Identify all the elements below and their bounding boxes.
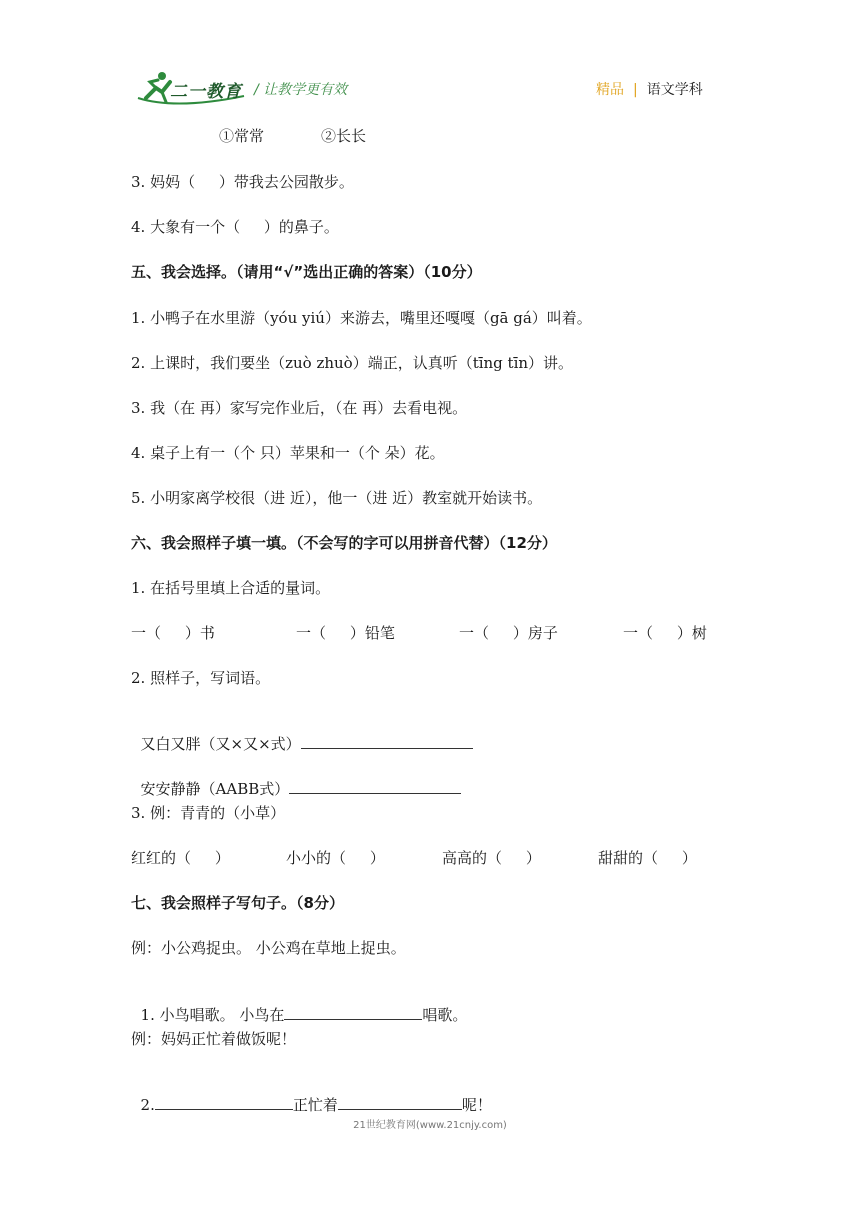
section-5-title: 五、我会选择。（请用“√”选出正确的答案）（10分）	[131, 263, 482, 281]
q7-2-middle: 正忙着	[292, 1096, 338, 1114]
question-4-4: 4. 大象有一个（ ）的鼻子。	[131, 218, 339, 236]
pattern-label: 安安静静（AABB式）	[140, 780, 290, 798]
section-7-title: 七、我会照样子写句子。（8分）	[131, 894, 344, 912]
question-7-2	[131, 1074, 492, 1115]
section-6-title: 六、我会照样子填一填。（不会写的字可以用拼音代替）（12分）	[131, 534, 557, 552]
adjective-item: 小小的（ ）	[286, 849, 385, 867]
options-row	[131, 126, 731, 146]
question-5-5: 5. 小明家离学校很（进 近），他一（进 近）教室就开始读书。	[131, 489, 543, 507]
question-6-1: 1. 在括号里填上合适的量词。	[131, 579, 331, 597]
answer-blank[interactable]	[284, 1004, 422, 1020]
adjective-item: 红红的（ ）	[131, 849, 230, 867]
question-6-2: 2. 照样子，写词语。	[131, 669, 271, 687]
slogan: / 让教学更有效	[254, 82, 348, 98]
answer-blank[interactable]	[289, 778, 461, 794]
measure-word-item: 一（ ）房子	[459, 624, 558, 642]
jingpin-label: 精品	[596, 82, 624, 98]
adjective-row	[131, 848, 731, 868]
question-5-2: 2. 上课时，我们要坐（zuò zhuò）端正，认真听（tīng tīn）讲。	[131, 354, 574, 372]
q7-2-end: 呢！	[461, 1096, 492, 1114]
answer-blank[interactable]	[155, 1094, 293, 1110]
q7-1-text: 1. 小鸟唱歌。 小鸟在	[140, 1006, 285, 1024]
answer-blank[interactable]	[338, 1094, 462, 1110]
header-divider: |	[633, 82, 638, 98]
pattern-label: 又白又胖（又×又×式）	[140, 735, 301, 753]
question-7-1	[131, 984, 467, 1025]
question-6-3: 3. 例：青青的（小草）	[131, 804, 286, 822]
header-right	[596, 79, 703, 99]
measure-word-item: 一（ ）树	[623, 624, 707, 642]
q7-2-number: 2.	[140, 1096, 155, 1114]
logo-text: 二一教育	[170, 82, 242, 102]
adjective-item: 高高的（ ）	[442, 849, 541, 867]
answer-blank[interactable]	[301, 733, 473, 749]
measure-word-row	[131, 623, 751, 643]
page-footer: 21世纪教育网(www.21cnjy.com)	[353, 1120, 507, 1131]
adjective-item: 甜甜的（ ）	[598, 849, 697, 867]
measure-word-item: 一（ ）铅笔	[296, 624, 395, 642]
example-2: 例：妈妈正忙着做饭呢！	[131, 1030, 297, 1048]
q7-1-end: 唱歌。	[422, 1006, 468, 1024]
page-header	[0, 0, 860, 120]
question-5-3: 3. 我（在 再）家写完作业后，（在 再）去看电视。	[131, 399, 468, 417]
question-5-4: 4. 桌子上有一（个 只）苹果和一（个 朵）花。	[131, 444, 445, 462]
option-1: ①常常	[219, 127, 265, 145]
pattern-row-2	[131, 758, 461, 799]
pattern-row-1	[131, 713, 473, 754]
option-2: ②长长	[321, 127, 367, 145]
question-4-3: 3. 妈妈（ ）带我去公园散步。	[131, 173, 354, 191]
subject-label: 语文学科	[646, 82, 703, 98]
measure-word-item: 一（ ）书	[131, 624, 215, 642]
example-1: 例：小公鸡捉虫。 小公鸡在草地上捉虫。	[131, 939, 406, 957]
question-5-1: 1. 小鸭子在水里游（yóu yiú）来游去，嘴里还嘎嘎（gā gá）叫着。	[131, 309, 592, 327]
